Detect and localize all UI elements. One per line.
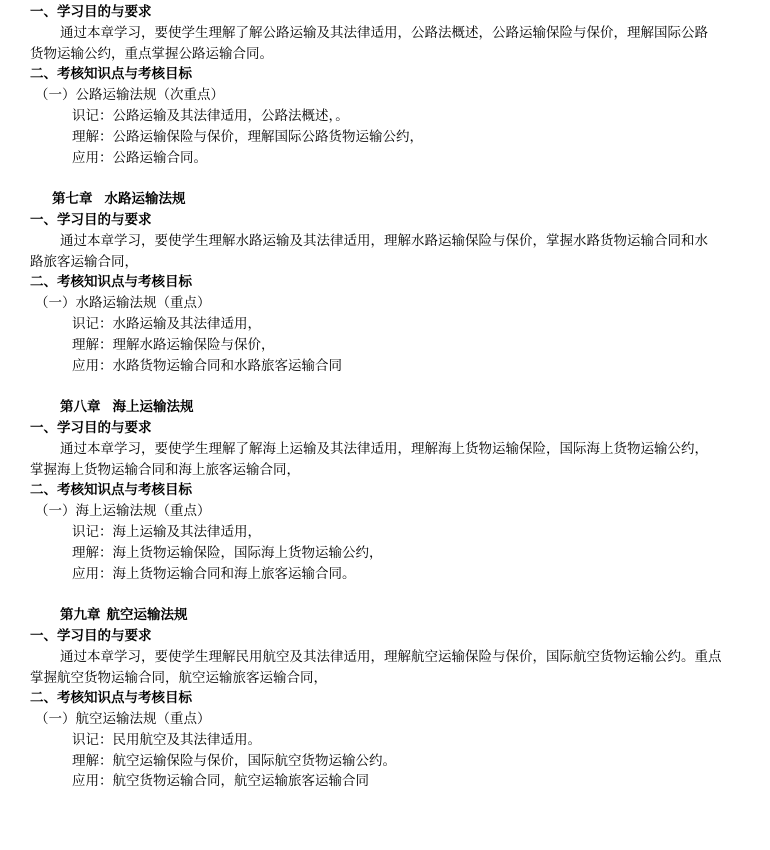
chapter-name: 海上运输法规 — [112, 399, 194, 416]
list-item: 理解：理解水路运输保险与保价， — [72, 336, 275, 353]
list-item: 应用：航空货物运输合同，航空运输旅客运输合同 — [72, 773, 369, 790]
chapter-7 — [0, 189, 770, 376]
chapter-8 — [0, 397, 770, 584]
list-item: 识记：公路运输及其法律适用，公路法概述，。 — [72, 107, 349, 124]
chapter-name: 水路运输法规 — [104, 191, 186, 208]
chapter-title — [0, 605, 770, 626]
section-a — [0, 2, 770, 168]
list-item: 识记：海上运输及其法律适用， — [72, 523, 261, 540]
section-heading: 二、考核知识点与考核目标 — [30, 690, 192, 707]
subsection-title: （一）公路运输法规（次重点） — [35, 87, 224, 104]
list-item: 理解：航空运输保险与保价，国际航空货物运输公约。 — [72, 752, 396, 769]
list-item: 理解：公路运输保险与保价，理解国际公路货物运输公约， — [72, 128, 423, 145]
chapter-name: 航空运输法规 — [106, 607, 188, 624]
paragraph-line: 通过本章学习，要使学生理解民用航空及其法律适用，理解航空运输保险与保价，国际航空货物运输公约。重点 — [60, 648, 722, 665]
subsection-title: （一）水路运输法规（重点） — [35, 295, 211, 312]
section-heading: 二、考核知识点与考核目标 — [30, 274, 192, 291]
list-item: 应用：水路货物运输合同和水路旅客运输合同 — [72, 357, 342, 374]
list-item: 应用：海上货物运输合同和海上旅客运输合同。 — [72, 565, 356, 582]
subsection-title: （一）航空运输法规（重点） — [35, 711, 211, 728]
chapter-number: 第八章 — [60, 399, 101, 416]
section-heading: 一、学习目的与要求 — [30, 4, 152, 20]
list-item: 理解：海上货物运输保险，国际海上货物运输公约， — [72, 544, 383, 561]
chapter-9 — [0, 605, 770, 792]
chapter-number: 第九章 — [60, 607, 101, 624]
paragraph-line: 货物运输公约，重点掌握公路运输合同。 — [30, 45, 273, 62]
spacer — [0, 584, 770, 605]
spacer — [0, 376, 770, 397]
chapter-number: 第七章 — [52, 191, 93, 208]
list-item: 应用：公路运输合同。 — [72, 149, 207, 166]
spacer — [0, 168, 770, 189]
paragraph-line: 通过本章学习，要使学生理解水路运输及其法律适用，理解水路运输保险与保价，掌握水路货物运输合同和水 — [60, 232, 708, 249]
list-item: 识记：民用航空及其法律适用。 — [72, 731, 261, 748]
section-heading: 一、学习目的与要求 — [30, 627, 152, 644]
paragraph-line: 掌握海上货物运输合同和海上旅客运输合同， — [30, 461, 300, 478]
paragraph-line: 路旅客运输合同， — [30, 253, 138, 270]
subsection-title: （一）海上运输法规（重点） — [35, 503, 211, 520]
section-heading: 一、学习目的与要求 — [30, 419, 152, 436]
list-item: 识记：水路运输及其法律适用， — [72, 315, 261, 332]
paragraph-line: 通过本章学习，要使学生理解了解公路运输及其法律适用，公路法概述，公路运输保险与保价，理解国际公路 — [60, 24, 708, 41]
paragraph-line: 通过本章学习，要使学生理解了解海上运输及其法律适用，理解海上货物运输保险，国际海上货物运输公约， — [60, 440, 708, 457]
section-heading: 二、考核知识点与考核目标 — [30, 66, 192, 83]
section-heading: 一、学习目的与要求 — [30, 211, 152, 228]
section-heading: 二、考核知识点与考核目标 — [30, 482, 192, 499]
paragraph-line: 掌握航空货物运输合同，航空运输旅客运输合同， — [30, 669, 327, 686]
chapter-title — [0, 397, 770, 418]
chapter-title — [0, 189, 770, 210]
